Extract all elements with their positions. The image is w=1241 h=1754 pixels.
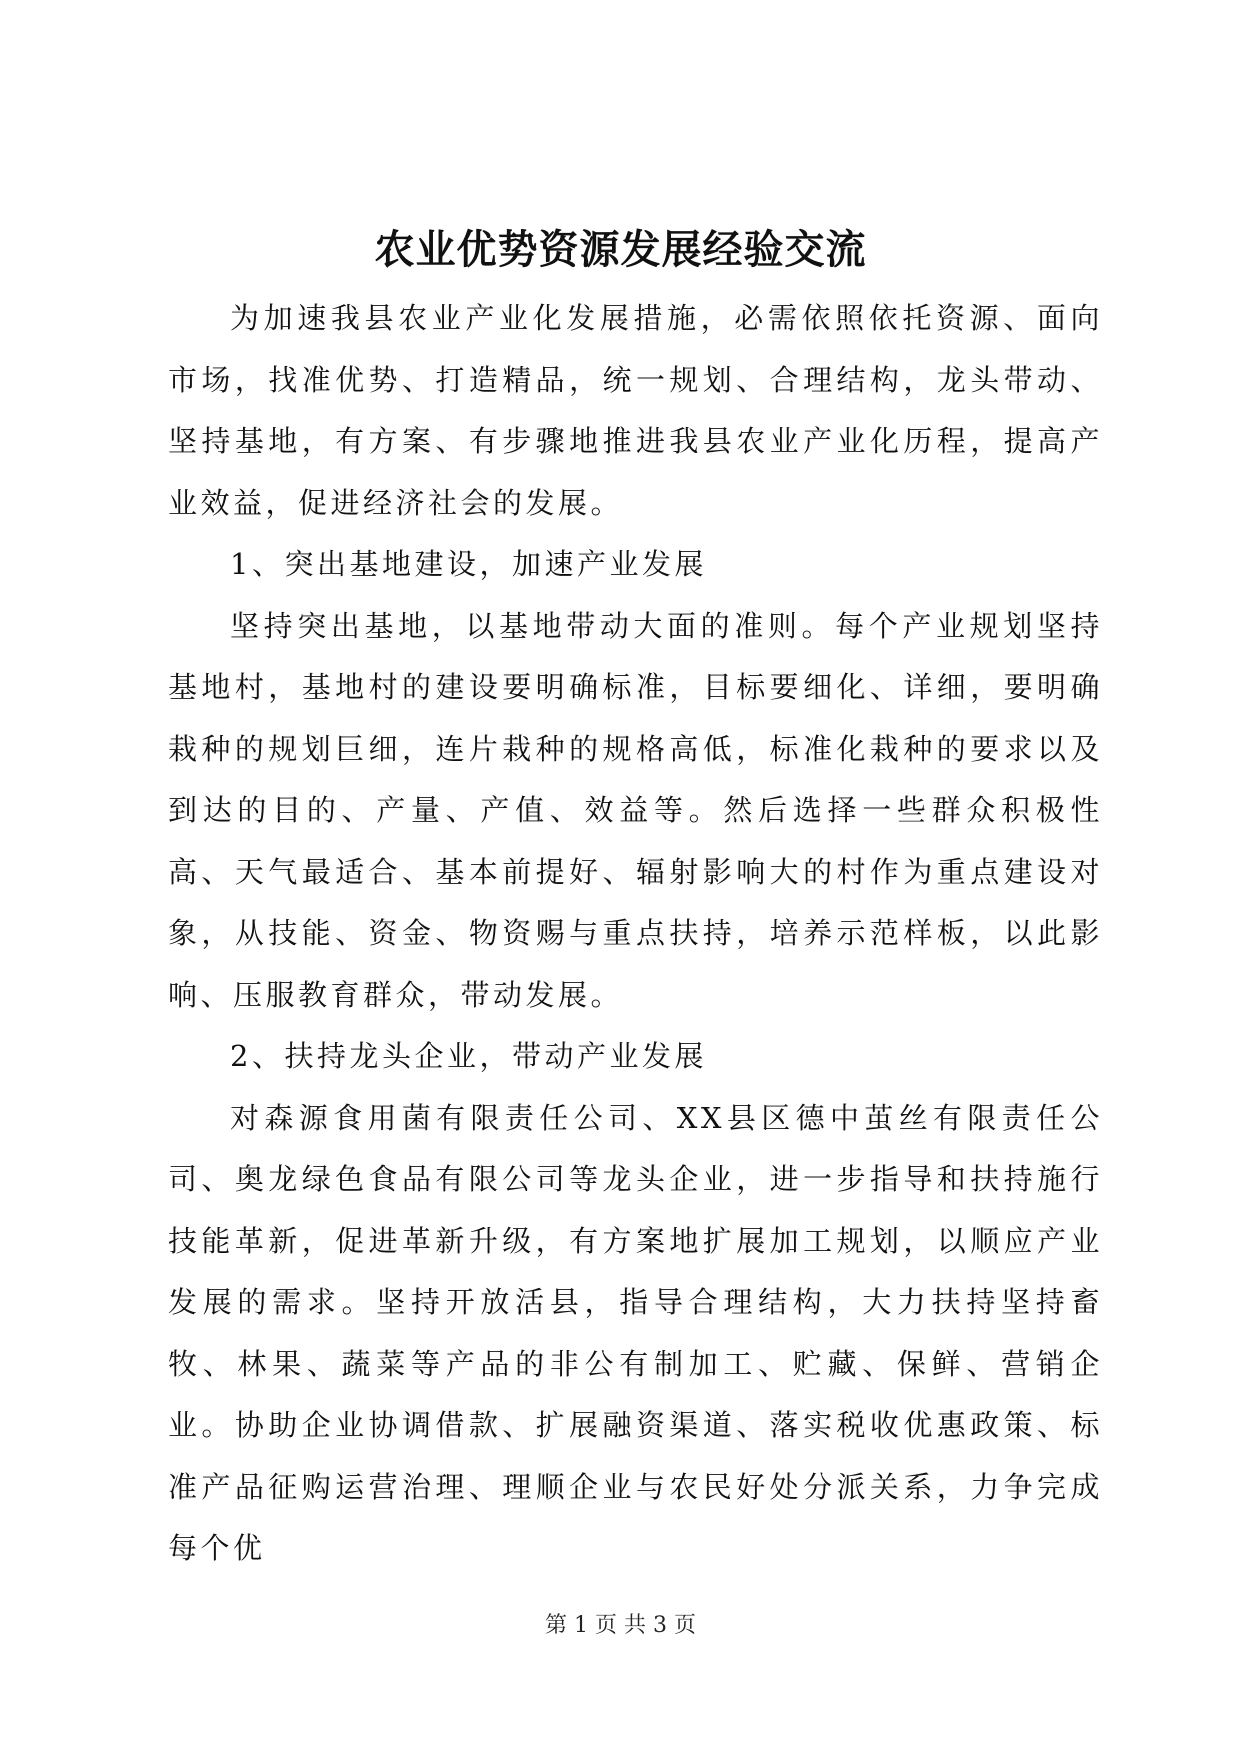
section-heading-1: 1、突出基地建设，加速产业发展 bbox=[230, 547, 707, 581]
section-heading-2: 2、扶持龙头企业，带动产业发展 bbox=[230, 1039, 707, 1073]
paragraph-section-2: 对森源食用菌有限责任公司、XX县区德中茧丝有限责任公司、奥龙绿色食品有限公司等龙头企业，进一步指导和扶持施行技能革新，促进革新升级，有方案地扩展加工规划，以顺应产业发展的需求。坚持开放活县，指导合理结构，大力扶持坚持畜牧、林果、蔬菜等产品的非公有制加工、贮藏、保鲜、营销企业。协助企业协调借款、扩展融资渠道、落实税收优惠政策、标准产品征购运营治理、理顺企业与农民好处分派关系，力争完成每个优 bbox=[168, 1100, 1103, 1565]
paragraph-intro: 为加速我县农业产业化发展措施，必需依照依托资源、面向市场，找准优势、打造精品，统一规划、合理结构，龙头带动、坚持基地，有方案、有步骤地推进我县农业产业化历程，提高产业效益，促进经济社会的发展。 bbox=[168, 301, 1103, 520]
document-title: 农业优势资源发展经验交流 bbox=[374, 226, 867, 273]
document-body bbox=[168, 288, 1103, 1580]
paragraph-section-1: 坚持突出基地，以基地带动大面的准则。每个产业规划坚持基地村，基地村的建设要明确标准，目标要细化、详细，要明确栽种的规划巨细，连片栽种的规格高低，标准化栽种的要求以及到达的目的、产量、产值、效益等。然后选择一些群众积极性高、天气最适合、基本前提好、辐射影响大的村作为重点建设对象，从技能、资金、物资赐与重点扶持，培养示范样板，以此影响、压服教育群众，带动发展。 bbox=[168, 608, 1103, 1012]
page-number-footer: 第 1 页 共 3 页 bbox=[545, 1613, 696, 1638]
